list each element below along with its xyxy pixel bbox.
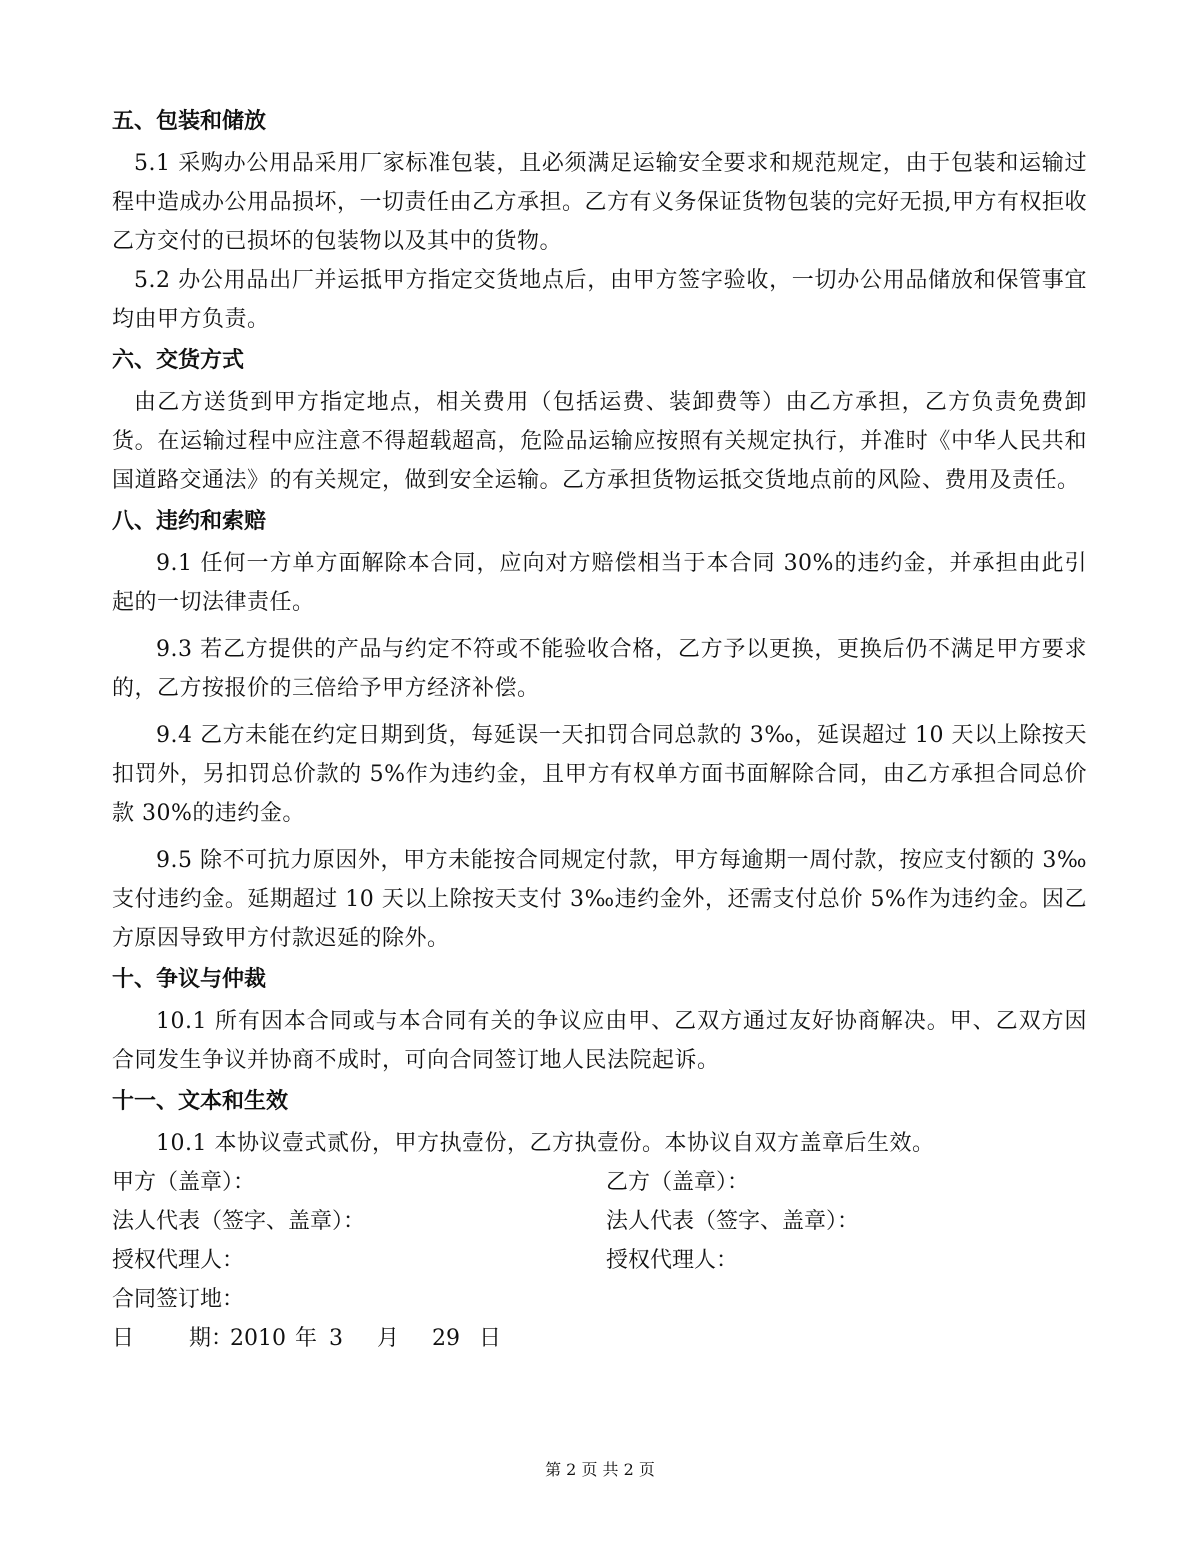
clause-delivery: 由乙方送货到甲方指定地点，相关费用（包括运费、装卸费等）由乙方承担，乙方负责免费卸货。在运输过程中应注意不得超载超高，危险品运输应按照有关规定执行，并准时《中华人民共和国道路交通法》的有关规定，做到安全运输。乙方承担货物运抵交货地点前的风险、费用及责任。 [112,390,1087,493]
date-label-ri: 日 [112,1326,135,1351]
clause-9-1: 9.1 任何一方单方面解除本合同，应向对方赔偿相当于本合同 30%的违约金，并承担由此引起的一切法律责任。 [112,551,1087,615]
date-month-unit: 月 [377,1326,400,1351]
party-b-seal-label: 乙方（盖章）： [606,1170,750,1195]
signature-row-agent [112,1241,1087,1280]
section-heading-effect: 十一、文本和生效 [112,1089,289,1114]
date-year: 2010 [230,1326,286,1351]
section-heading-breach: 八、违约和索赔 [112,509,267,534]
clause-10-1-copies: 10.1 本协议壹式贰份，甲方执壹份，乙方执壹份。本协议自双方盖章后生效。 [156,1131,935,1156]
clause-9-4: 9.4 乙方未能在约定日期到货，每延误一天扣罚合同总款的 3‰，延误超过 10 天以上除按天扣罚外，另扣罚总价款的 5%作为违约金，且甲方有权单方面书面解除合同，由乙方承担合同总价款 30%的违约金。 [112,723,1087,826]
section-heading-packaging: 五、包装和储放 [112,109,267,134]
clause-5-2: 5.2 办公用品出厂并运抵甲方指定交货地点后，由甲方签字验收，一切办公用品储放和保管事宜均由甲方负责。 [112,268,1087,332]
signature-row-legal-rep [112,1202,1087,1241]
party-a-seal-label: 甲方（盖章）： [112,1170,256,1195]
party-b-legal-rep-label: 法人代表（签字、盖章）： [606,1209,860,1234]
section-heading-delivery: 六、交货方式 [112,348,245,373]
date-month: 3 [329,1326,343,1351]
clause-9-3: 9.3 若乙方提供的产品与约定不符或不能验收合格，乙方予以更换，更换后仍不满足甲方要求的，乙方按报价的三倍给予甲方经济补偿。 [112,637,1087,701]
section-heading-dispute: 十、争议与仲裁 [112,967,267,992]
date-label-qi: 期： [189,1326,234,1351]
date-year-unit: 年 [295,1326,318,1351]
date-day-unit: 日 [479,1326,502,1351]
signature-row-seal [112,1163,1087,1202]
party-a-agent-label: 授权代理人： [112,1248,245,1273]
party-a-legal-rep-label: 法人代表（签字、盖章）： [112,1209,366,1234]
contract-body [112,100,1087,1358]
clause-5-1: 5.1 采购办公用品采用厂家标准包装，且必须满足运输安全要求和规范规定，由于包装和运输过程中造成办公用品损坏，一切责任由乙方承担。乙方有义务保证货物包装的完好无损,甲方有权拒收乙方交付的已损坏的包装物以及其中的货物。 [112,151,1087,254]
page-footer: 第 2 页 共 2 页 [545,1460,655,1479]
clause-10-1-dispute: 10.1 所有因本合同或与本合同有关的争议应由甲、乙双方通过友好协商解决。甲、乙双方因合同发生争议并协商不成时，可向合同签订地人民法院起诉。 [112,1009,1087,1073]
date-row [112,1319,1087,1358]
signing-place-label: 合同签订地： [112,1287,245,1312]
party-b-agent-label: 授权代理人： [606,1248,739,1273]
signing-place-row [112,1280,1087,1319]
clause-9-5: 9.5 除不可抗力原因外，甲方未能按合同规定付款，甲方每逾期一周付款，按应支付额的 3‰支付违约金。延期超过 10 天以上除按天支付 3‰违约金外，还需支付总价 5%作为违约金。因乙方原因导致甲方付款迟延的除外。 [112,848,1087,951]
date-day: 29 [432,1326,460,1351]
